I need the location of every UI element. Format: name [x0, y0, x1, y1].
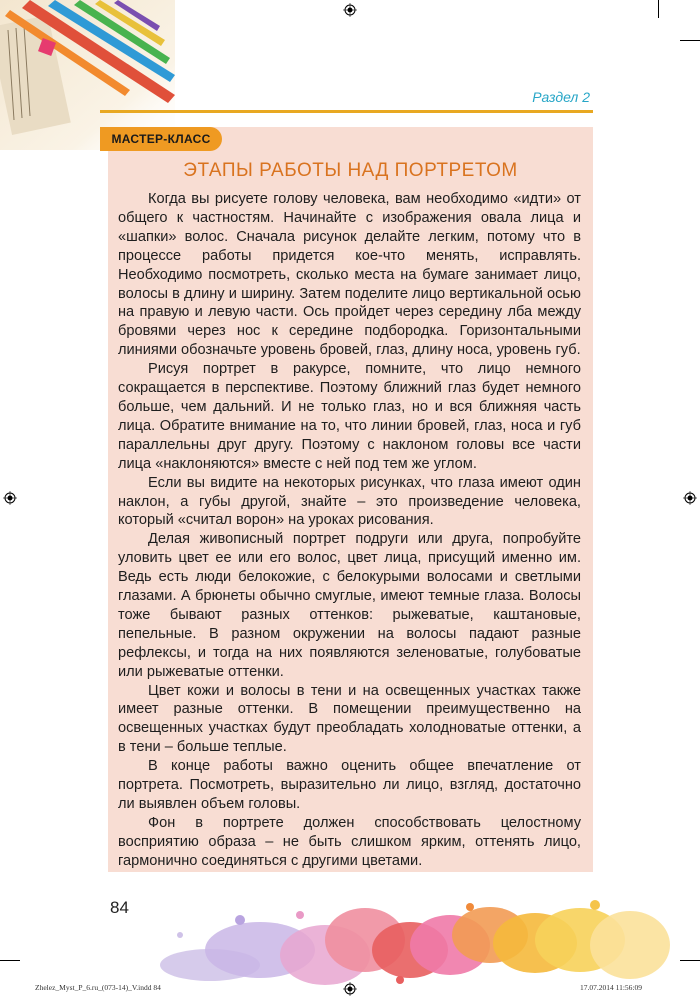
registration-mark-icon: [3, 491, 17, 505]
crop-mark: [680, 960, 700, 961]
paragraph: Делая живописный портрет подруги или друга, попробуйте уловить цвет ее или его волос, цвет лица, присущий именно им. Ведь есть люди белокожие, с белокурыми волосами и светлыми глазами. А брюнеты обычно смуглые, имеют темные глаза. Волосы тоже бывают разных оттенков: рыжеватые, каштановые, пепельные. В разном окружении на волосы падают разные рефлексы, и тогда на них появляются зеленоватые, голубоватые или рыжеватые оттенки.: [118, 531, 581, 680]
paragraph: В конце работы важно оценить общее впечатление от портрета. Посмотреть, выразительно ли лицо, взгляд, достаточно ли выявлен объем головы.: [118, 758, 581, 812]
registration-mark-icon: [683, 491, 697, 505]
header-rule: [100, 110, 593, 113]
article-body: [118, 190, 581, 871]
registration-mark-icon: [343, 3, 357, 17]
page-number: 84: [110, 898, 129, 917]
footer-date: 17.07.2014 11:56:09: [580, 983, 643, 992]
paragraph: Если вы видите на некоторых рисунках, что глаза имеют один наклон, а губы другой, знайте – это произведение человека, который «считал ворон» на уроках рисования.: [118, 474, 581, 529]
page-title: ЭТАПЫ РАБОТЫ НАД ПОРТРЕТОМ: [183, 160, 518, 181]
section-label: Раздел 2: [532, 89, 590, 105]
paint-splash-illustration: [150, 895, 670, 990]
crop-mark: [658, 0, 659, 18]
master-class-badge: МАСТЕР-КЛАСС: [100, 127, 222, 151]
paragraph: Фон в портрете должен способствовать целостному восприятию образа – не быть слишком ярким, оттенять лицо, гармонично соединяться с другими цветами.: [118, 814, 581, 869]
paragraph: Когда вы рисуете голову человека, вам необходимо «идти» от общего к частностям. Начинайте с изображения овала лица и «шапки» волос. Сначала рисунок делайте легким, потому что в процессе работы придется кое-что менять, исправлять. Необходимо посмотреть, сколько места на бумаге занимает лицо, волосы в длину и ширину. Затем поделите лицо вертикальной осью на правую и левую части. Ось пройдет через середину лба между бровями через нос к середине подбородка. Горизонтальными линиями обозначьте уровень бровей, глаз, длину носа, уровень губ.: [118, 191, 581, 359]
crop-mark: [680, 40, 700, 41]
footer-file: Zhelez_Myst_P_6.ru_(073-14)_V.indd 84: [35, 983, 161, 992]
paragraph: Цвет кожи и волосы в тени и на освещенных участках также имеет разные оттенки. В помещении преимущественно на освещенных участках будут преобладать холодноватые оттенки, а в тени – больше теплые.: [118, 682, 581, 756]
crop-mark: [0, 960, 20, 961]
paragraph: Рисуя портрет в ракурсе, помните, что лицо немного сокращается в перспективе. Поэтому ближний глаз будет немного больше, чем дальний. И не только глаз, но и вся ближняя часть лица. Обратите внимание на то, что линии бровей, глаз, носа и губ параллельны друг другу. Поэтому с наклоном головы все части лица «наклоняются» вместе с ней под тем же углом.: [118, 361, 581, 472]
